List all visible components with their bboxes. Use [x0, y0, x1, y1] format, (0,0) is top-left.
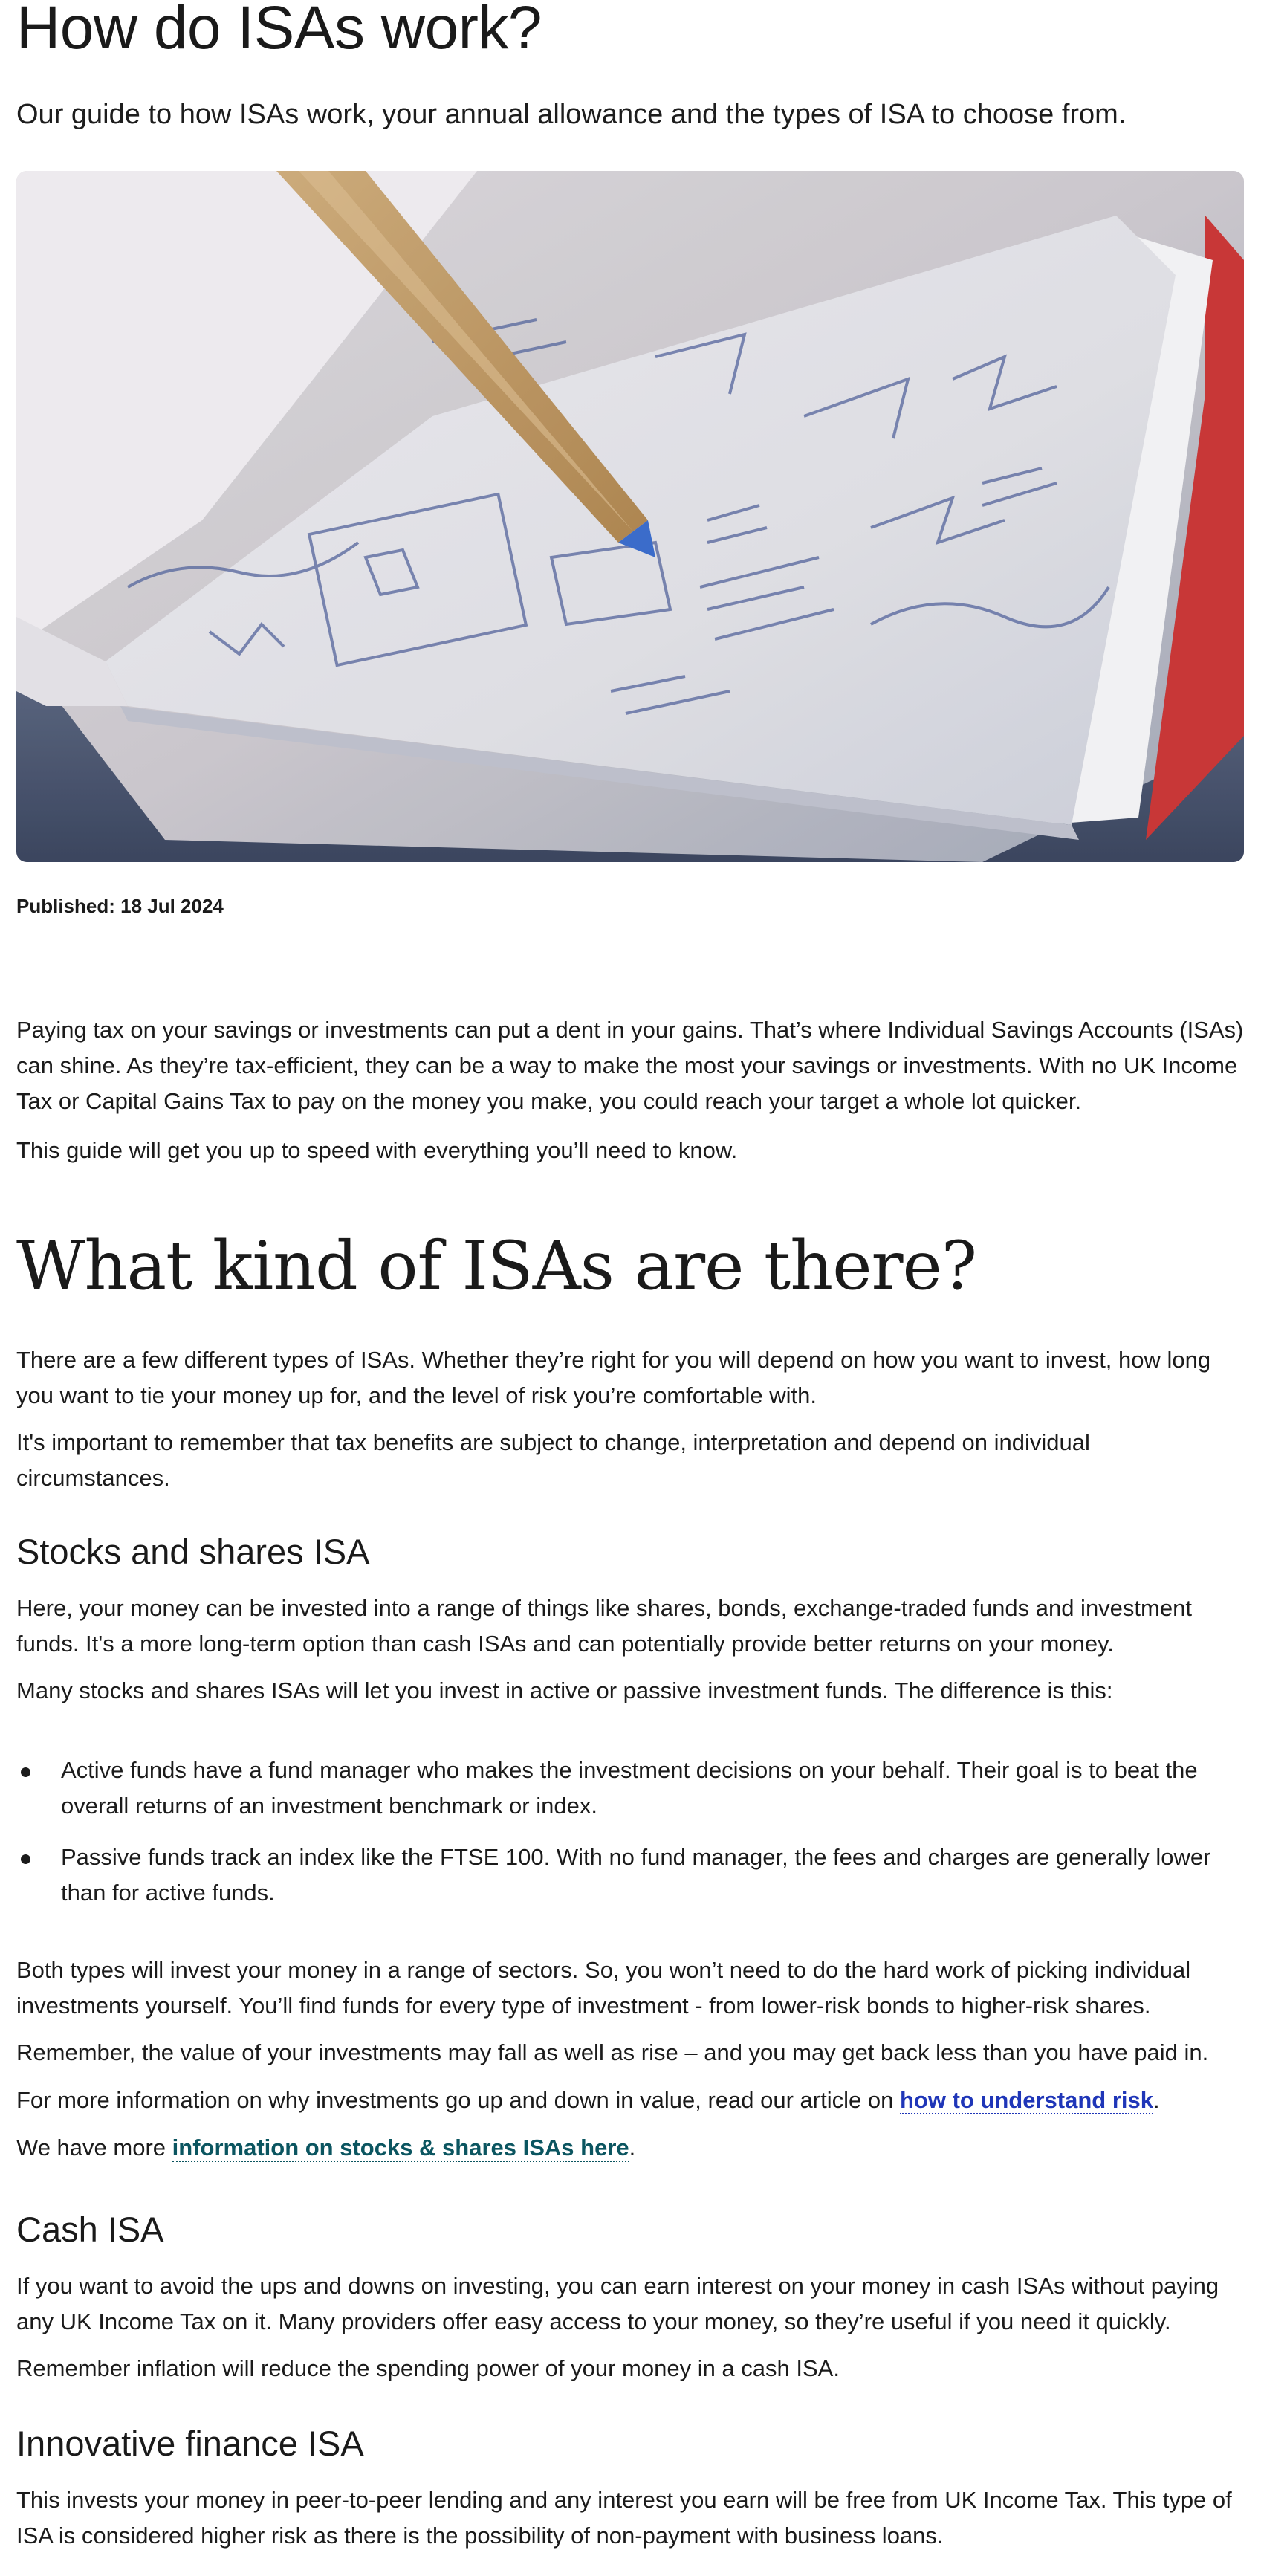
section-heading-kinds: What kind of ISAs are there?	[16, 1227, 976, 1305]
stocks-paragraph-3: Both types will invest your money in a range of sectors. So, you won’t need to do the hard work of picking individual investments yourself. You’ll find funds for every type of investment - from lower-risk bonds to higher-risk shares.	[16, 1957, 1191, 2019]
bullet-icon	[21, 1854, 30, 1864]
kinds-paragraph: There are a few different types of ISAs. Whether they’re right for you will depend on how you want to invest, how long you want to tie your money up for, and the level of risk you’re comfortable with.	[16, 1347, 1211, 1408]
stocks-shares-info-link[interactable]: information on stocks & shares ISAs here	[172, 2135, 629, 2161]
stocks-risk-warning: Remember, the value of your investments may fall as well as rise – and you may get back less than you have paid in.	[16, 2039, 1209, 2065]
list-item	[16, 1753, 1246, 1827]
heading-innovative-finance-isa: Innovative finance ISA	[16, 2424, 364, 2463]
stocks-paragraph-info-link	[16, 2130, 1246, 2166]
heading-stocks-shares-isa: Stocks and shares ISA	[16, 1532, 370, 1571]
stocks-paragraph: Here, your money can be invested into a range of things like shares, bonds, exchange-traded funds and investment funds. It's a more long-term option than cash ISAs and can potentially provide better returns on your money.	[16, 1595, 1192, 1657]
bullet-icon	[21, 1767, 30, 1777]
link-suffix-text: .	[1153, 2087, 1160, 2113]
hero-image	[16, 171, 1244, 862]
stocks-paragraph-2: Many stocks and shares ISAs will let you invest in active or passive investment funds. The difference is this:	[16, 1677, 1113, 1703]
stocks-paragraph-risk-link	[16, 2083, 1246, 2118]
innovative-paragraph: This invests your money in peer-to-peer lending and any interest you earn will be free from UK Income Tax. This type of ISA is considered higher risk as there is the possibility of non-payment with business loans.	[16, 2487, 1232, 2549]
intro-paragraph-2: This guide will get you up to speed with everything you’ll need to know.	[16, 1137, 738, 1163]
page-title: How do ISAs work?	[16, 0, 542, 62]
list-item-text: Active funds have a fund manager who makes the investment decisions on your behalf. Their goal is to beat the overall returns of an investment benchmark or index.	[61, 1757, 1198, 1819]
intro-paragraph: Paying tax on your savings or investments can put a dent in your gains. That’s where Individual Savings Accounts (ISAs) can shine. As they’re tax-efficient, they can be a way to make the most your savings or investments. With no UK Income Tax or Capital Gains Tax to pay on the money you make, you could reach your target a whole lot quicker.	[16, 1017, 1244, 1114]
cash-paragraph: If you want to avoid the ups and downs on investing, you can earn interest on your money in cash ISAs without paying any UK Income Tax on it. Many providers offer easy access to your money, so they’re useful if you need it quickly.	[16, 2273, 1219, 2334]
published-date: Published: 18 Jul 2024	[16, 895, 224, 917]
link-prefix-text: For more information on why investments go up and down in value, read our article on	[16, 2087, 900, 2113]
link-suffix-text: .	[629, 2135, 636, 2161]
list-item-text: Passive funds track an index like the FTSE 100. With no fund manager, the fees and charges are generally lower than for active funds.	[61, 1844, 1211, 1906]
how-to-understand-risk-link[interactable]: how to understand risk	[899, 2087, 1153, 2113]
link-prefix-text: We have more	[16, 2135, 172, 2161]
cash-paragraph-2: Remember inflation will reduce the spending power of your money in a cash ISA.	[16, 2355, 840, 2381]
kinds-paragraph-2: It's important to remember that tax benefits are subject to change, interpretation and depend on individual circumstances.	[16, 1429, 1090, 1491]
list-item	[16, 1839, 1246, 1914]
page-subtitle: Our guide to how ISAs work, your annual allowance and the types of ISA to choose from.	[16, 99, 1127, 130]
heading-cash-isa: Cash ISA	[16, 2210, 164, 2249]
